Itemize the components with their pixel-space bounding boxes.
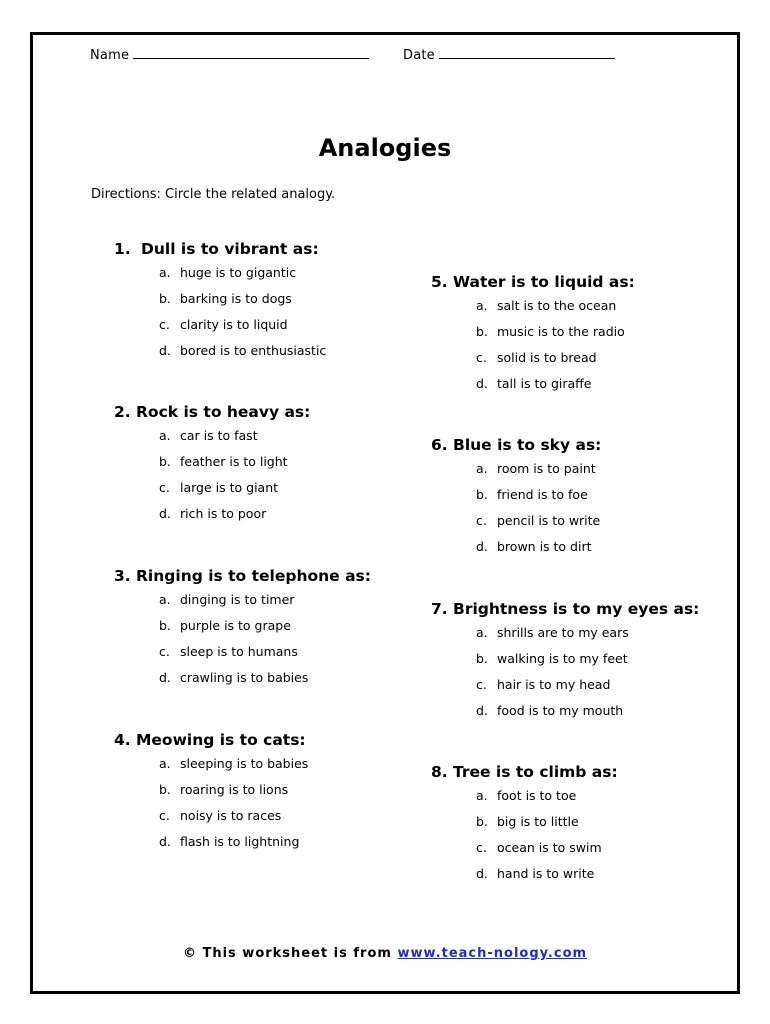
option: c. hair is to my head [476,677,611,692]
option: a. shrills are to my ears [476,625,629,640]
question-number: 4. [114,731,131,749]
footer [0,946,770,961]
name-field [90,48,369,63]
option: c. pencil is to write [476,513,601,528]
option: d. food is to my mouth [476,703,624,718]
option: b. purple is to grape [159,618,291,633]
directions: Directions: Circle the related analogy. [91,187,336,202]
question-5 [431,273,635,402]
option: c. clarity is to liquid [159,317,288,332]
question-number: 6. [431,436,448,454]
question-title: Tree is to climb as: [453,763,618,781]
option: a. dinging is to timer [159,592,295,607]
option: c. solid is to bread [476,350,597,365]
option: a. huge is to gigantic [159,265,297,280]
question-3 [114,567,371,696]
question-number: 2. [114,403,131,421]
question-title: Ringing is to telephone as: [136,567,371,585]
question-title: Dull is to vibrant as: [141,240,319,258]
question-number: 5. [431,273,448,291]
date-blank [439,49,615,59]
question-title: Water is to liquid as: [453,273,635,291]
option: c. ocean is to swim [476,840,602,855]
footer-link[interactable]: www.teach-nology.com [397,946,588,961]
option: c. large is to giant [159,480,279,495]
question-4 [114,731,308,860]
option: d. flash is to lightning [159,834,300,849]
question-8 [431,763,618,892]
question-1 [114,240,326,369]
option: b. friend is to foe [476,487,588,502]
option: a. salt is to the ocean [476,298,617,313]
footer-text: © This worksheet is from [182,946,398,961]
question-number: 1. [114,240,131,258]
option: c. sleep is to humans [159,644,298,659]
option: d. brown is to dirt [476,539,592,554]
name-blank [133,49,369,59]
question-title: Blue is to sky as: [453,436,602,454]
option: d. crawling is to babies [159,670,309,685]
date-field [403,48,615,63]
option: a. room is to paint [476,461,596,476]
option: b. big is to little [476,814,579,829]
option: b. barking is to dogs [159,291,292,306]
option: c. noisy is to races [159,808,282,823]
option: a. foot is to toe [476,788,577,803]
option: b. walking is to my feet [476,651,628,666]
question-number: 8. [431,763,448,781]
question-title: Rock is to heavy as: [136,403,311,421]
question-7 [431,600,699,729]
option: d. bored is to enthusiastic [159,343,327,358]
option: d. hand is to write [476,866,595,881]
option: b. music is to the radio [476,324,625,339]
option: a. car is to fast [159,428,258,443]
question-2 [114,403,310,532]
question-6 [431,436,601,565]
question-title: Brightness is to my eyes as: [453,600,700,618]
question-number: 3. [114,567,131,585]
date-label: Date [403,48,435,63]
option: d. rich is to poor [159,506,267,521]
option: a. sleeping is to babies [159,756,309,771]
page-title: Analogies [318,134,452,162]
question-title: Meowing is to cats: [136,731,306,749]
option: b. roaring is to lions [159,782,289,797]
name-label: Name [90,48,130,63]
option: b. feather is to light [159,454,288,469]
question-number: 7. [431,600,448,618]
option: d. tall is to giraffe [476,376,592,391]
